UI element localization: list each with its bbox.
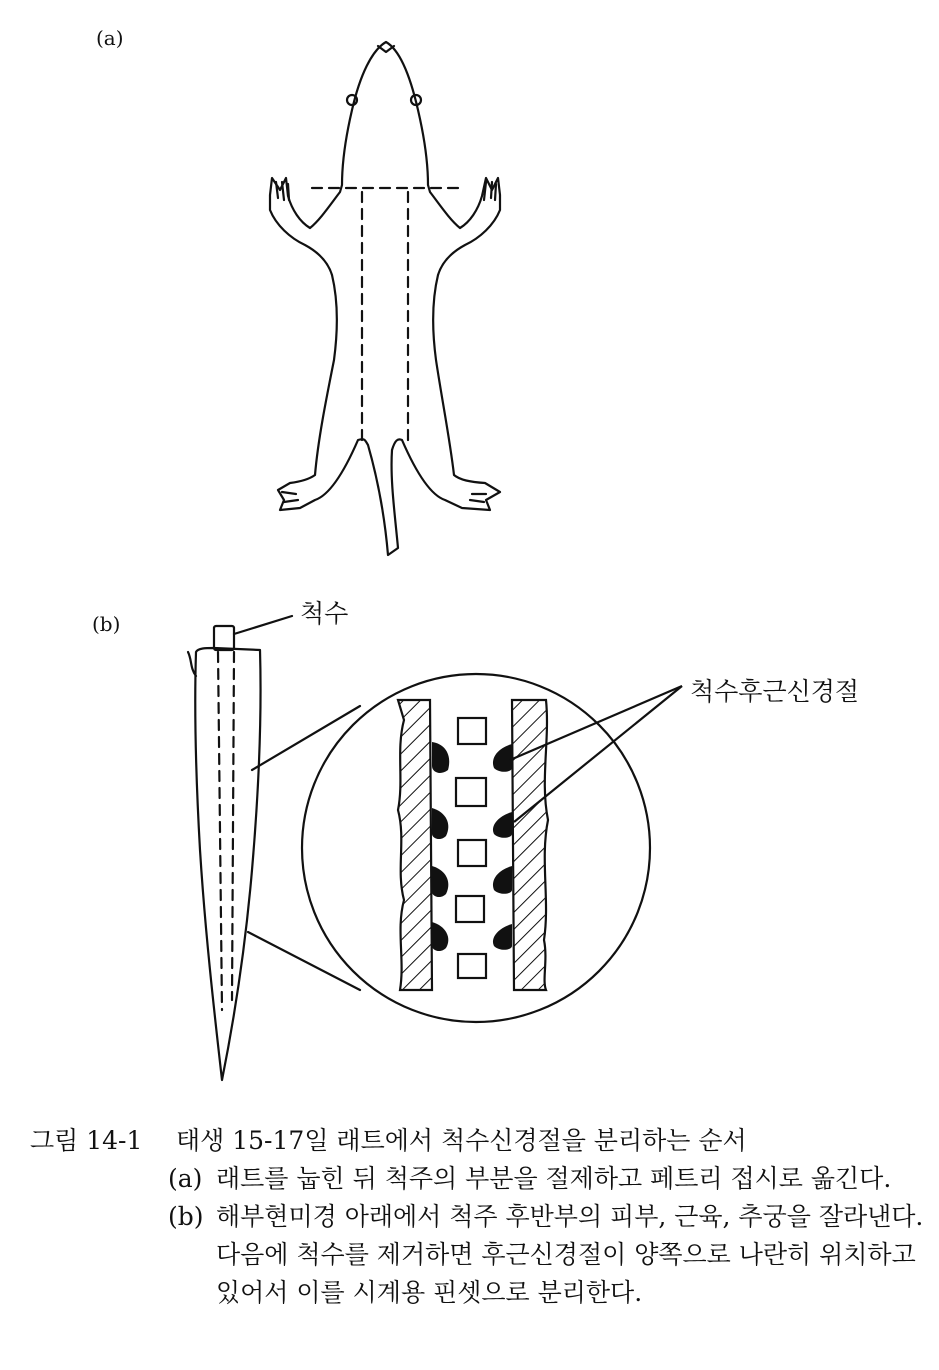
caption-item-marker: (a)	[168, 1164, 203, 1193]
caption-heading	[30, 1122, 930, 1160]
ganglion-right-3	[493, 866, 512, 894]
left-vertebral-wall	[398, 700, 432, 990]
cut-lines	[312, 188, 458, 440]
spinal-cord-leader	[234, 616, 292, 634]
panel-b-label: (b)	[92, 612, 121, 636]
ganglion-left-1	[432, 742, 449, 773]
spinal-cord-stub	[214, 626, 234, 650]
ganglion-left-3	[432, 866, 448, 897]
panel-a-label: (a)	[96, 26, 124, 50]
right-vertebral-wall	[512, 700, 548, 990]
vertebra-2	[456, 778, 486, 806]
rat-nose	[378, 46, 394, 52]
caption-item-b	[168, 1198, 930, 1312]
caption-item-marker: (b)	[168, 1202, 204, 1231]
drg-label: 척수후근신경절	[690, 677, 860, 706]
vertebra-1	[458, 718, 486, 744]
vertebra-3	[458, 840, 486, 866]
vertebra-4	[456, 896, 484, 922]
ganglion-right-1	[493, 744, 512, 772]
vertebra-5	[458, 954, 486, 978]
figure-caption	[30, 1122, 930, 1312]
ganglion-left-4	[432, 922, 448, 951]
caption-item-text: 해부현미경 아래에서 척주 후반부의 피부, 근육, 추궁을 잘라낸다. 다음에 척수를 제거하면 후근신경절이 양쪽으로 나란히 위치하고 있어서 이를 시계용 핀셋으로 분리한다.	[216, 1202, 924, 1307]
rat-hind-paw-right	[470, 494, 486, 502]
zoom-line-top	[252, 706, 360, 770]
rat-body-outline	[270, 42, 500, 555]
ganglion-right-4	[493, 924, 512, 950]
figure-title: 태생 15-17일 래트에서 척수신경절을 분리하는 순서	[176, 1126, 747, 1155]
ganglion-left-2	[432, 808, 448, 839]
spinal-column-outline	[195, 648, 260, 1080]
ganglion-right-2	[493, 812, 512, 838]
caption-item-text: 래트를 눕힌 뒤 척주의 부분을 절제하고 페트리 접시로 옮긴다.	[216, 1164, 892, 1193]
figure-number: 그림 14-1	[30, 1126, 143, 1155]
spinal-cord-dashes	[218, 652, 234, 1010]
caption-item-a	[168, 1160, 930, 1198]
spinal-cord-label: 척수	[300, 599, 349, 628]
